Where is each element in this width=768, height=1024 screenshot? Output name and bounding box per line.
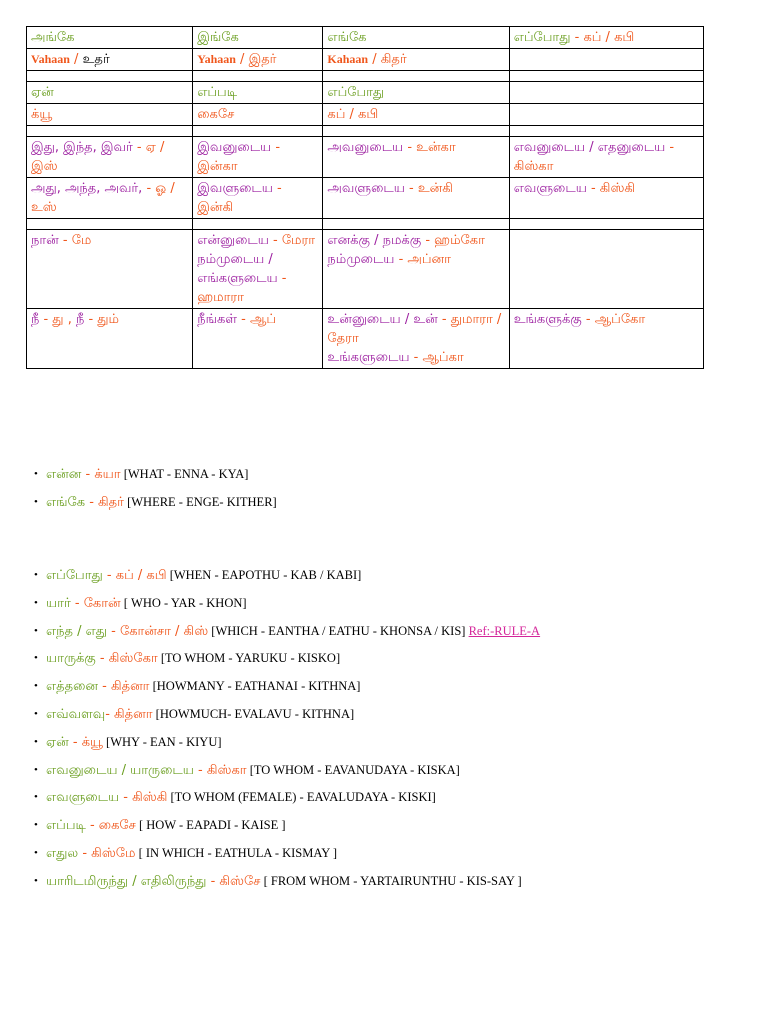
cell-text: நீ [75, 312, 89, 327]
table-cell-empty [323, 219, 509, 230]
cell-text: - உன்கி [409, 181, 453, 196]
cell-text: உன்னுடைய / உன் [327, 312, 442, 327]
table-cell [27, 230, 193, 309]
cell-text: கப் / கபி [327, 107, 379, 122]
table-cell [509, 49, 703, 71]
hindi-translation: - கிஸ்கோ [95, 651, 158, 667]
cell-text: அங்கே [31, 30, 75, 45]
cell-text: - இன்கா [197, 140, 281, 174]
table-cell [27, 178, 193, 219]
table-row [27, 82, 704, 104]
tamil-word: எப்படி [46, 818, 86, 834]
list-item [46, 565, 540, 593]
table-cell [509, 309, 703, 369]
cell-text: எங்கே [327, 30, 367, 45]
hindi-translation: - கிஸ்கி [119, 790, 168, 806]
table-cell [323, 27, 509, 49]
hindi-translation: - கைசே [85, 818, 136, 834]
table-cell-empty [193, 71, 323, 82]
vocabulary-table [26, 26, 704, 369]
question-word-list-1 [26, 464, 277, 520]
cell-text: நீ [31, 312, 44, 327]
hindi-translation: - கித்னா [98, 679, 150, 695]
hindi-translation: - க்யூ [68, 734, 103, 750]
cell-text: உங்களுடைய [327, 350, 414, 365]
table-cell [509, 178, 703, 219]
tamil-word: யார் [46, 595, 71, 611]
cell-text: - அப்னா [398, 252, 451, 267]
cell-text: - இன்கி [197, 181, 282, 215]
table-cell [323, 82, 509, 104]
cell-text: கைசே [197, 107, 235, 122]
table-cell-empty [27, 219, 193, 230]
cell-text: இங்கே [197, 30, 239, 45]
cell-text: எப்படி [197, 85, 238, 100]
tamil-word: எங்கே [46, 494, 86, 510]
cell-text: / இதர் [235, 52, 277, 67]
table-row [27, 137, 704, 178]
table-cell [27, 82, 193, 104]
english-gloss: [HOWMANY - EATHANAI - KITHNA] [149, 679, 361, 694]
table-cell-empty [27, 71, 193, 82]
english-gloss: [WHEN - EAPOTHU - KAB / KABI] [166, 568, 362, 582]
tamil-word: எவனுடைய / யாருடைய [46, 762, 194, 778]
cell-text: எப்போது [513, 30, 571, 45]
english-gloss: [ HOW - EAPADI - KAISE ] [135, 818, 286, 833]
table-row [27, 178, 704, 219]
cell-text: - ஆப்கோ [585, 312, 646, 327]
cell-text: - தும் [88, 312, 119, 327]
cell-text: Vahaan [31, 52, 70, 66]
table-cell [323, 178, 509, 219]
cell-text: Yahaan [197, 52, 236, 66]
hindi-translation: - கப் / கபி [102, 568, 167, 583]
table-cell [509, 104, 703, 126]
list-item [46, 787, 540, 815]
cell-text: உங்களுக்கு [513, 312, 586, 327]
table-cell [193, 137, 323, 178]
table-cell [27, 309, 193, 369]
list-item [46, 621, 540, 649]
cell-text: - ஆப்கா [413, 350, 464, 365]
table-cell [27, 104, 193, 126]
hindi-translation: - கிஸ்சே [206, 873, 261, 889]
table-cell-empty [509, 126, 703, 137]
table-cell [193, 104, 323, 126]
cell-text: நான் [31, 233, 63, 248]
cell-text: நம்முடைய [327, 252, 399, 267]
cell-text: - ஏ / இஸ் [31, 140, 165, 174]
table-cell [323, 309, 509, 369]
english-gloss: [ IN WHICH - EATHULA - KISMAY ] [135, 845, 338, 860]
tamil-word: யாரிடமிருந்து / எதிலிருந்து [46, 873, 207, 889]
cell-text: / கிதர் [368, 52, 407, 67]
table-cell [323, 104, 509, 126]
list-item [46, 815, 540, 843]
cell-text: - கப் / கபி [570, 30, 635, 45]
cell-text: இவனுடைய [197, 140, 276, 155]
list-item [46, 648, 540, 676]
list-item [46, 464, 277, 492]
english-gloss: [WHICH - EANTHA / EATHU - KHONSA / KIS] [208, 623, 469, 638]
table-cell [193, 27, 323, 49]
cell-text: - ஆப் [241, 312, 277, 327]
hindi-translation: - க்யா [81, 467, 121, 482]
table-row [27, 219, 704, 230]
cell-text: நீங்கள் [197, 312, 242, 327]
table-cell [193, 178, 323, 219]
vocabulary-table-body [27, 27, 704, 369]
rule-reference-link[interactable]: Ref:-RULE-A [468, 623, 541, 638]
cell-text: - கிஸ்கி [590, 181, 636, 196]
cell-text: க்யூ [31, 107, 53, 122]
hindi-translation: - கிஸ்கா [193, 762, 247, 778]
table-cell [323, 49, 509, 71]
table-row [27, 104, 704, 126]
list-item [46, 871, 540, 899]
table-cell-empty [27, 126, 193, 137]
table-cell [509, 137, 703, 178]
table-row [27, 27, 704, 49]
list-item [46, 492, 277, 520]
list-item [46, 593, 540, 621]
table-cell [193, 309, 323, 369]
list-item [46, 732, 540, 760]
table-cell [27, 137, 193, 178]
tamil-word: எவ்வளவு [46, 706, 106, 722]
table-row [27, 49, 704, 71]
table-cell [323, 230, 509, 309]
cell-text: - மே [62, 233, 92, 248]
list-item [46, 676, 540, 704]
english-gloss: [TO WHOM - YARUKU - KISKO] [157, 651, 341, 666]
hindi-translation: - கிஸ்மே [78, 845, 136, 861]
cell-text: எவளுடைய [513, 181, 591, 196]
table-row [27, 126, 704, 137]
cell-text: - ஹமாரா [197, 271, 287, 305]
english-gloss: [ FROM WHOM - YARTAIRUNTHU - KIS-SAY ] [260, 873, 522, 888]
cell-text: உதர் [82, 52, 110, 67]
cell-text: ஏன் [31, 85, 54, 100]
table-row [27, 230, 704, 309]
cell-text: எப்போது [327, 85, 385, 100]
cell-text: - துமாரா / தேரா [327, 312, 502, 346]
tamil-word: எவளுடைய [46, 790, 120, 806]
english-gloss: [TO WHOM (FEMALE) - EAVALUDAYA - KISKI] [167, 790, 436, 805]
cell-text: இது, இந்த, இவர் [31, 140, 137, 155]
list-item [46, 843, 540, 871]
list-item [46, 704, 540, 732]
table-cell [509, 230, 703, 309]
tamil-word: என்ன [46, 467, 82, 482]
table-cell-empty [193, 219, 323, 230]
cell-text: / [69, 52, 83, 67]
table-cell [509, 82, 703, 104]
cell-text: - மேரா [273, 233, 316, 248]
table-cell [27, 49, 193, 71]
english-gloss: [TO WHOM - EAVANUDAYA - KISKA] [246, 762, 460, 777]
cell-text: நம்முடைய / எங்களுடைய [197, 252, 282, 286]
table-cell [509, 27, 703, 49]
tamil-word: எதுல [46, 845, 79, 861]
table-cell-empty [323, 126, 509, 137]
cell-text: அது, அந்த, அவர், [31, 181, 147, 196]
cell-text: அவளுடைய [327, 181, 410, 196]
cell-text: எனக்கு / நமக்கு [327, 233, 426, 248]
hindi-translation: - கித்னா [105, 706, 153, 722]
table-row [27, 71, 704, 82]
tamil-word: எந்த / எது [46, 623, 108, 639]
table-cell-empty [509, 219, 703, 230]
cell-text: இவளுடைய [197, 181, 278, 196]
tamil-word: ஏன் [46, 734, 69, 750]
cell-text: Kahaan [327, 52, 369, 66]
tamil-word: எப்போது [46, 568, 103, 583]
table-cell [193, 230, 323, 309]
hindi-translation: - கோன்சா / கிஸ் [107, 623, 209, 639]
hindi-translation: - கோன் [70, 595, 121, 611]
english-gloss: [WHERE - ENGE- KITHER] [123, 494, 277, 509]
table-row [27, 309, 704, 369]
table-cell-empty [509, 71, 703, 82]
cell-text: - ஹம்கோ [425, 233, 485, 248]
cell-text: - கிஸ்கா [513, 140, 675, 174]
list-item [46, 760, 540, 788]
english-gloss: [WHAT - ENNA - KYA] [120, 467, 249, 481]
question-word-list-2 [26, 565, 540, 899]
table-cell-empty [193, 126, 323, 137]
tamil-word: யாருக்கு [46, 651, 96, 667]
table-cell [323, 137, 509, 178]
cell-text: எவனுடைய / எதனுடைய [513, 140, 670, 155]
table-cell [193, 82, 323, 104]
tamil-word: எத்தனை [46, 679, 98, 695]
table-cell [27, 27, 193, 49]
hindi-translation: - கிதர் [85, 494, 124, 510]
table-cell [193, 49, 323, 71]
table-cell-empty [323, 71, 509, 82]
english-gloss: [ WHO - YAR - KHON] [120, 595, 247, 610]
cell-text: என்னுடைய [197, 233, 273, 248]
cell-text: - ஓ / உஸ் [31, 181, 175, 215]
english-gloss: [HOWMUCH- EVALAVU - KITHNA] [152, 706, 355, 721]
cell-text: அவனுடைய [327, 140, 408, 155]
english-gloss: [WHY - EAN - KIYU] [102, 734, 222, 749]
cell-text: - உன்கா [407, 140, 456, 155]
cell-text: - து , [43, 312, 76, 327]
